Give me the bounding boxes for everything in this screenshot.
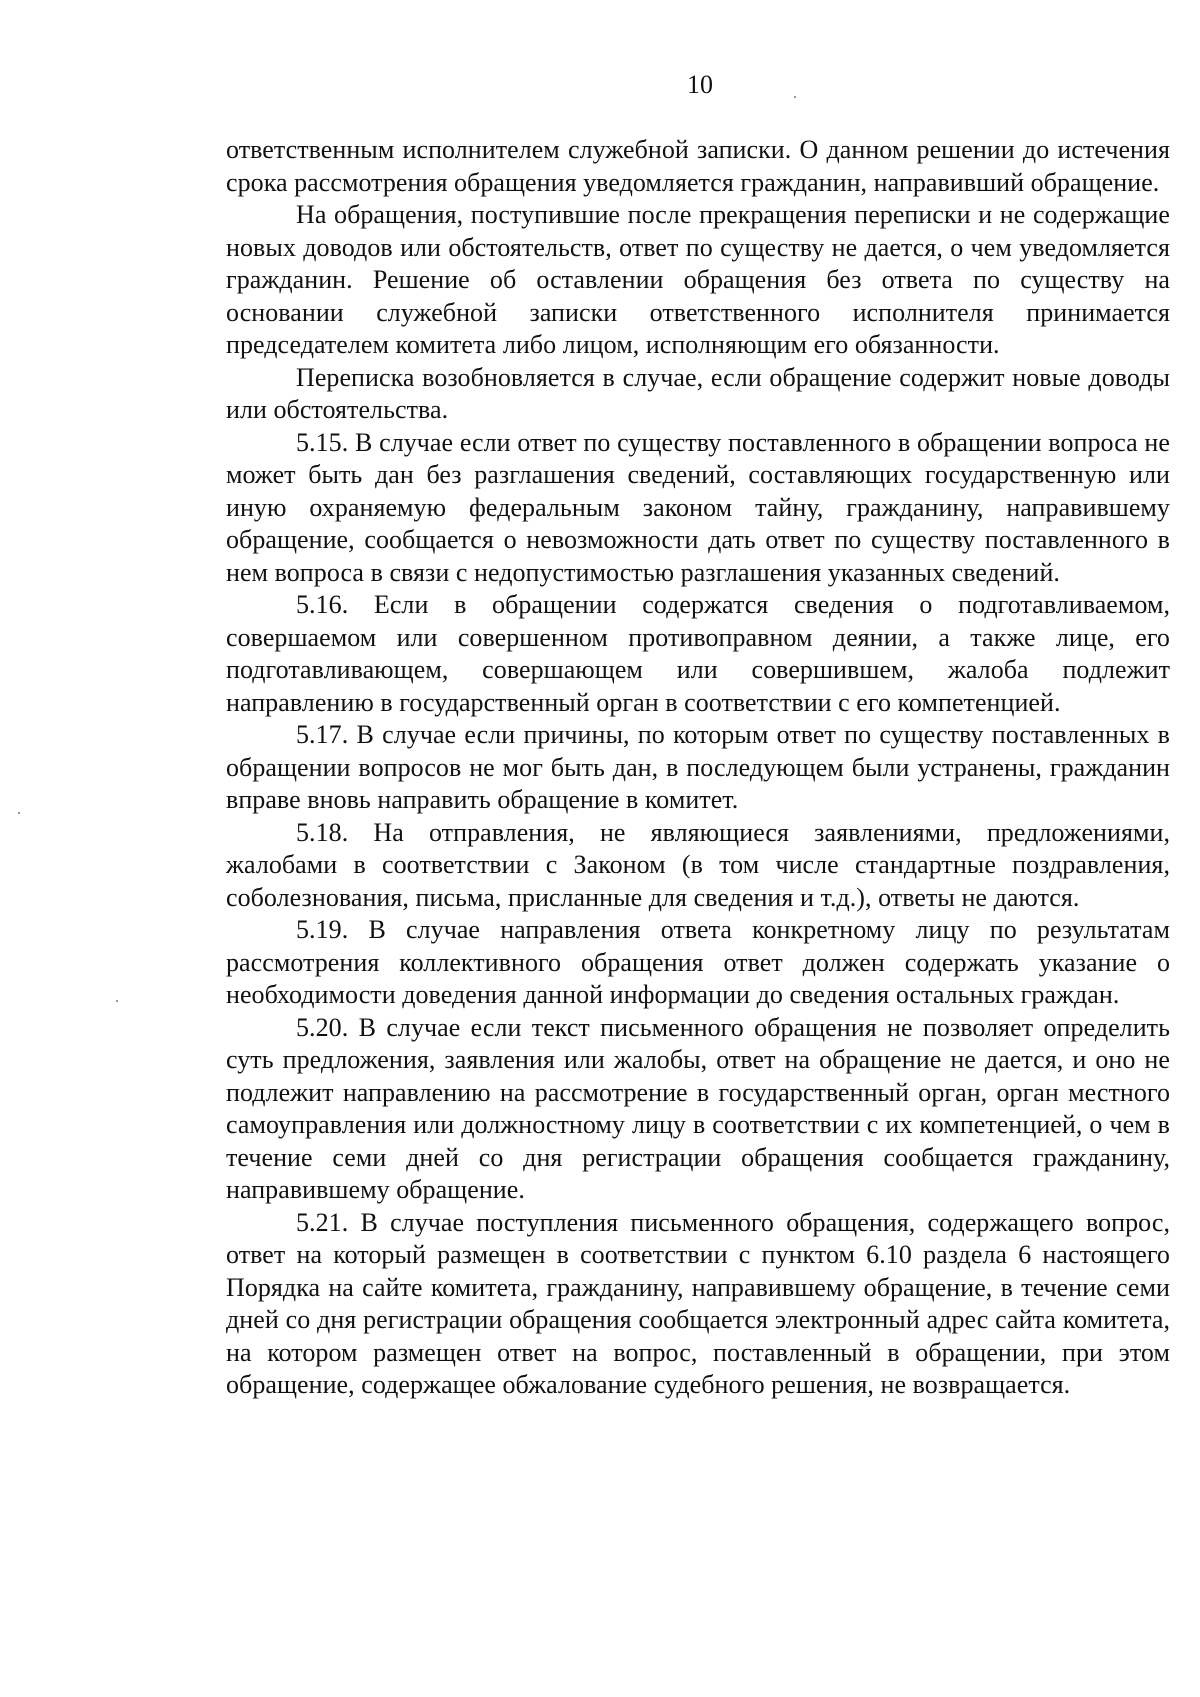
paragraph-5-17: 5.17. В случае если причины, по которым ответ по существу поставленных в обращении вопросов не мог быть дан, в последующем были устранены, гражданин вправе вновь направить обращение в комитет. — [226, 720, 1170, 814]
document-body — [226, 134, 1170, 1402]
scan-speck — [18, 812, 20, 814]
paragraph-5-16: 5.16. Если в обращении содержатся сведения о подготавливаемом, совершаемом или совершенном противоправном деянии, а также лице, его подготавливающем, совершающем или совершившем, жалоба подлежит направлению в государственный орган в соответствии с его компетенцией. — [226, 590, 1170, 717]
page-number: 10 — [687, 70, 713, 99]
paragraph-correspondence-resumption: Переписка возобновляется в случае, если обращение содержит новые доводы или обстоятельства. — [226, 362, 1170, 424]
paragraph-5-18: 5.18. На отправления, не являющиеся заявлениями, предложениями, жалобами в соответствии с Законом (в том числе стандартные поздравления, соболезнования, письма, присланные для сведения и т.д.), ответы не даются. — [226, 817, 1170, 912]
paragraph-correspondence-termination: На обращения, поступившие после прекращения переписки и не содержащие новых доводов или обстоятельств, ответ по существу не дается, о чем уведомляется гражданин. Решение об оставлении обращения без ответа по существу на основании служебной записки ответственного исполнителя принимается председателем комитета либо лицом, исполняющим его обязанности. — [226, 200, 1170, 359]
paragraph-continuation: ответственным исполнителем служебной записки. О данном решении до истечения срока рассмотрения обращения уведомляется гражданин, направивший обращение. — [226, 135, 1170, 197]
paragraph-5-21: 5.21. В случае поступления письменного обращения, содержащего вопрос, ответ на который размещен в соответствии с пунктом 6.10 раздела 6 настоящего Порядка на сайте комитета, гражданину, направившему обращение, в течение семи дней со дня регистрации обращения сообщается электронный адрес сайта комитета, на котором размещен ответ на вопрос, поставленный в обращении, при этом обращение, содержащее обжалование судебного решения, не возвращается. — [226, 1207, 1170, 1399]
scan-speck — [116, 1000, 118, 1002]
scan-speck — [794, 96, 796, 98]
paragraph-5-19: 5.19. В случае направления ответа конкретному лицу по результатам рассмотрения коллективного обращения ответ должен содержать указание о необходимости доведения данной информации до сведения остальных граждан. — [226, 915, 1170, 1009]
paragraph-5-20: 5.20. В случае если текст письменного обращения не позволяет определить суть предложения, заявления или жалобы, ответ на обращение не дается, и оно не подлежит направлению на рассмотрение в государственный орган, орган местного самоуправления или должностному лицу в соответствии с их компетенцией, о чем в течение семи дней со дня регистрации обращения сообщается гражданину, направившему обращение. — [226, 1012, 1170, 1204]
paragraph-5-15: 5.15. В случае если ответ по существу поставленного в обращении вопроса не может быть дан без разглашения сведений, составляющих государственную или иную охраняемую федеральным законом тайну, гражданину, направившему обращение, сообщается о невозможности дать ответ по существу поставленного в нем вопроса в связи с недопустимостью разглашения указанных сведений. — [226, 427, 1170, 587]
